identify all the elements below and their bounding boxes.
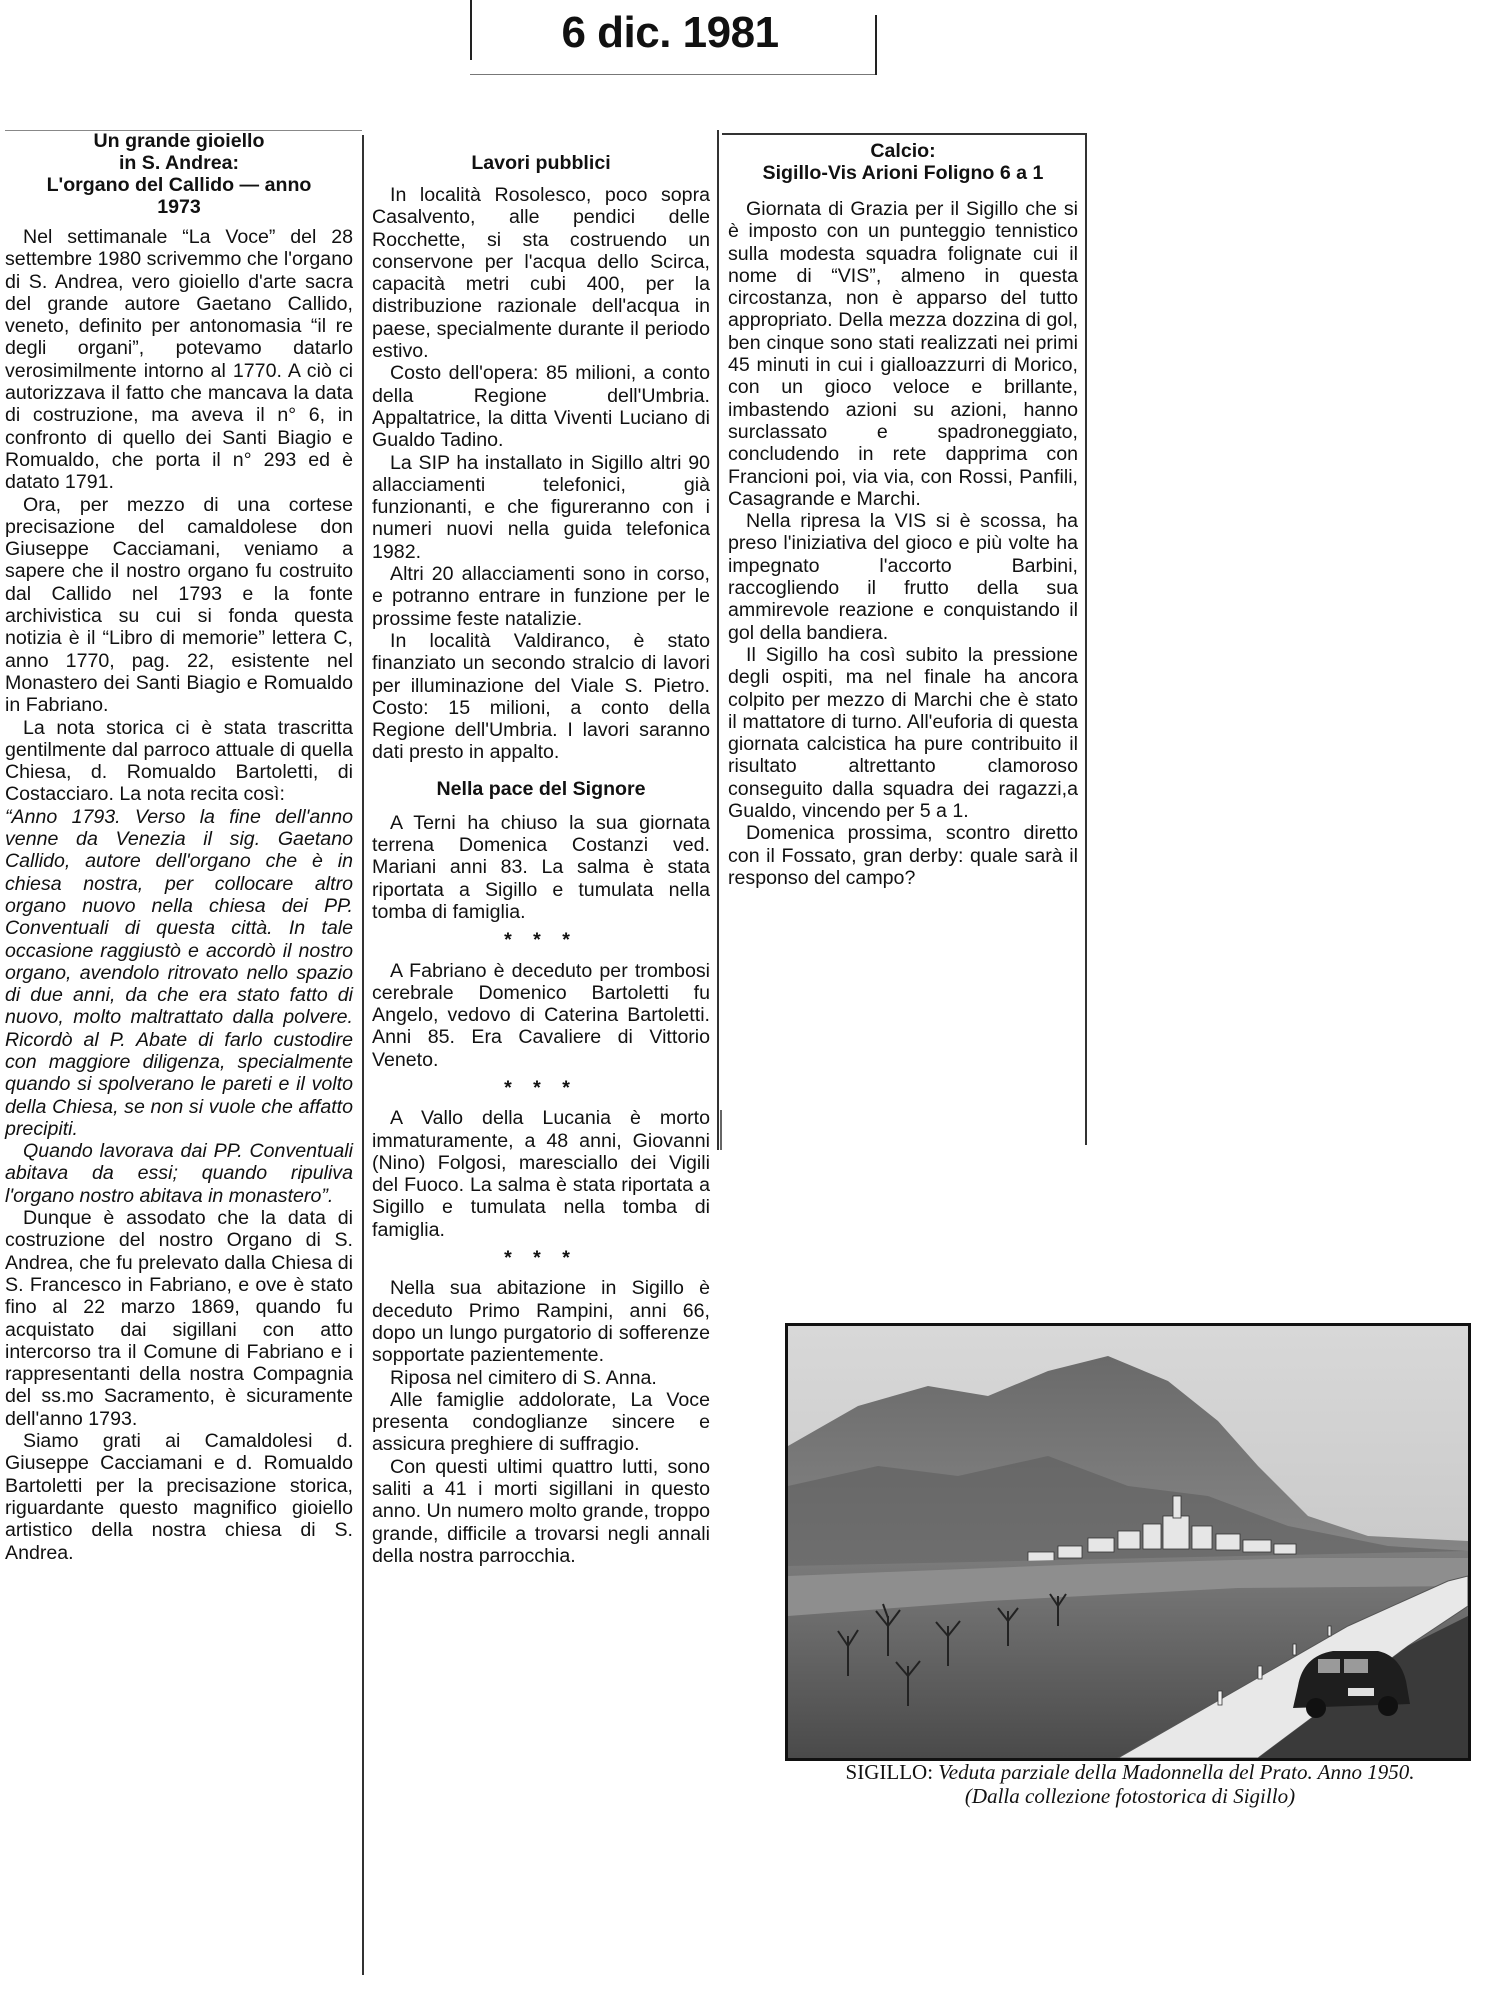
- article-title-line: in S. Andrea:: [118, 152, 240, 174]
- article-title-line: Un grande gioiello: [93, 130, 265, 152]
- page-date: 6 dic. 1981: [561, 8, 779, 57]
- header-bottom-rule: [470, 74, 875, 75]
- column-cronaca: [372, 152, 710, 1567]
- article-paragraph: Nella sua abitazione in Sigillo è deceduto Primo Rampini, anni 66, dopo un lungo purgatorio di sofferenze sopportate pazientemente.: [372, 1277, 710, 1367]
- article-paragraph: Riposa nel cimitero di S. Anna.: [390, 1366, 657, 1389]
- article-paragraph: In località Rosolesco, poco sopra Casalvento, alle pendici delle Rocchette, si sta costruendo un conservone per l'acqua dello Scirca, capacità metri cubi 400, per la distribuzione razionale dell'acqua in paese, specialmente durante il periodo estivo.: [372, 184, 710, 363]
- article-paragraph: In località Valdiranco, è stato finanziato un secondo stralcio di lavori per illuminazione del Viale S. Pietro. Costo: 15 milioni, a conto della Regione dell'Umbria. I lavori saranno dati presto in appalto.: [372, 629, 710, 764]
- article-paragraph: La nota storica ci è stata trascritta gentilmente dal parroco attuale di quella Chiesa, d. Romualdo Bartoletti, di Costacciaro. La nota recita così:: [5, 716, 353, 806]
- caption-lead: SIGILLO:: [845, 1760, 934, 1784]
- column-divider-2: [717, 130, 719, 1150]
- photo-landscape-illustration: [788, 1326, 1468, 1758]
- article-title-line: Sigillo-Vis Arioni Foligno 6 a 1: [762, 162, 1044, 184]
- article-title-line: L'organo del Callido — anno: [46, 174, 312, 196]
- caption-text: Veduta parziale della Madonnella del Prato. Anno 1950.: [938, 1760, 1415, 1784]
- historic-photo: [785, 1323, 1471, 1761]
- quoted-paragraph: “Anno 1793. Verso la fine dell'anno venne da Venezia il sig. Gaetano Callido, autore dell'organo che è in chiesa nostra, per collocare altro organo nuovo nella chiesa dei PP. Conventuali di questa città. In tale occasione raggiustò e accordò il nostro organo, avendolo ritrovato nello spazio di due anni, da che era stato fatto di nuovo, molto maltrattato dalla polvere. Ricordò al P. Abate di farlo custodire con maggiore diligenza, specialmente quando si spolverano le pareti e il volto della Chiesa, se non si vuole che affatto precipiti.: [5, 805, 353, 1140]
- article-necrologi-title: Nella pace del Signore: [436, 777, 646, 800]
- section-separator: * * *: [504, 929, 578, 952]
- article-paragraph: Costo dell'opera: 85 milioni, a conto della Regione dell'Umbria. Appaltatrice, la ditta Viventi Luciano di Gualdo Tadino.: [372, 362, 710, 452]
- header-right-rule: [875, 15, 877, 75]
- article-title-line: Calcio:: [870, 140, 936, 162]
- photo-caption: [780, 1760, 1480, 1808]
- column-divider-1: [362, 135, 364, 1975]
- article-paragraph: Nel settimanale “La Voce” del 28 settembre 1980 scrivemmo che l'organo di S. Andrea, vero gioiello d'arte sacra del grande autore Gaetano Callido, veneto, definito per antonomasia “il re degli organi”, potevamo datarlo verosimilmente intorno al 1770. A ciò ci autorizzava il fatto che mancava la data di costruzione, ma aveva il n° 6, in confronto di quello dei Santi Biagio e Romualdo, che porta il n° 293 ed è datato 1791.: [5, 226, 353, 494]
- column-calcio: [728, 140, 1078, 889]
- column-organo: [5, 130, 353, 1564]
- article-lavori-title: Lavori pubblici: [471, 152, 611, 174]
- column-divider-2-lower: [720, 1110, 722, 1150]
- article-paragraph: Altri 20 allacciamenti sono in corso, e potranno entrare in funzione per le prossime feste natalizie.: [372, 563, 710, 630]
- quoted-paragraph: Quando lavorava dai PP. Conventuali abitava da essi; quando ripuliva l'organo nostro abitava in monastero”.: [5, 1140, 353, 1207]
- article-organo-title: [5, 130, 353, 218]
- article-calcio-title: [728, 140, 1078, 184]
- col3-top-rule: [722, 133, 1087, 135]
- column-divider-3: [1085, 135, 1087, 1145]
- article-paragraph: Alle famiglie addolorate, La Voce presenta condoglianze sincere e assicura preghiere di suffragio.: [372, 1388, 710, 1456]
- section-separator: * * *: [504, 1076, 578, 1099]
- article-paragraph: Ora, per mezzo di una cortese precisazione del camaldolese don Giuseppe Cacciamani, veniamo a sapere che il nostro organo fu costruito dal Callido nel 1793 e la fonte archivistica su cui si fonda questa notizia è il “Libro di memorie” lettera C, anno 1770, pag. 22, esistente nel Monastero dei Santi Biagio e Romualdo in Fabriano.: [5, 493, 353, 717]
- article-title-line: 1973: [157, 196, 201, 218]
- article-paragraph: Con questi ultimi quattro lutti, sono saliti a 41 i morti sigillani in questo anno. Un numero molto grande, troppo grande, difficile a trovarsi negli annali della nostra parrocchia.: [372, 1455, 710, 1567]
- article-paragraph: Siamo grati ai Camaldolesi d. Giuseppe Cacciamani e d. Romualdo Bartoletti per la precisazione storica, riguardante questo magnifico gioiello artistico della nostra chiesa di S. Andrea.: [5, 1430, 353, 1564]
- article-paragraph: A Vallo della Lucania è morto immaturamente, a 48 anni, Giovanni (Nino) Folgosi, maresciallo dei Vigili del Fuoco. La salma è stata riportata a Sigillo e tumulata nella tomba di famiglia.: [372, 1107, 710, 1241]
- caption-line-1: [780, 1760, 1480, 1784]
- article-paragraph: Domenica prossima, scontro diretto con il Fossato, gran derby: quale sarà il responso del campo?: [728, 822, 1078, 889]
- article-paragraph: Giornata di Grazia per il Sigillo che si è imposto con un punteggio tennistico sulla modesta squadra folignate cui il nome di “VIS”, almeno in questa circostanza, non è apparso del tutto appropriato. Della mezza dozzina di gol, ben cinque sono stati realizzati nei primi 45 minuti in cui i gialloazzurri di Morico, con un gioco veloce e brillante, imbastendo azioni su azioni, hanno surclassato e spadroneggiato, concludendo in rete dapprima con Francioni poi, via via, con Rossi, Panfili, Casagrande e Marchi.: [728, 198, 1078, 510]
- article-paragraph: La SIP ha installato in Sigillo altri 90 allacciamenti telefonici, già funzionanti, e che figureranno con i numeri nuovi nella guida telefonica 1982.: [372, 451, 710, 563]
- article-paragraph: A Terni ha chiuso la sua giornata terrena Domenica Costanzi ved. Mariani anni 83. La salma è stata riportata a Sigillo e tumulata nella tomba di famiglia.: [372, 811, 710, 923]
- article-paragraph: Nella ripresa la VIS si è scossa, ha preso l'iniziativa del gioco e più volte ha impegnato l'accorto Barbini, raccogliendo il frutto della sua ammirevole reazione e conquistando il gol della bandiera.: [728, 510, 1078, 644]
- article-paragraph: A Fabriano è deceduto per trombosi cerebrale Domenico Bartoletti fu Angelo, vedovo di Caterina Bartoletti. Anni 85. Era Cavaliere di Vittorio Veneto.: [372, 959, 710, 1071]
- caption-line-2: (Dalla collezione fotostorica di Sigillo): [964, 1784, 1296, 1808]
- article-paragraph: Dunque è assodato che la data di costruzione del nostro Organo di S. Andrea, che fu prelevato dalla Chiesa di S. Francesco in Fabriano, e ove è stato fino al 22 marzo 1869, quando fu acquistato dai sigillani con atto intercorso tra il Comune di Fabriano e i rappresentanti della nostra Compagnia del ss.mo Sacramento, è sicuramente dell'anno 1793.: [5, 1207, 353, 1430]
- article-paragraph: Il Sigillo ha così subito la pressione degli ospiti, ma nel finale ha ancora colpito per mezzo di Marchi che è stato il mattatore di turno. All'euforia di questa giornata calcistica ha pure contribuito il risultato altrettanto clamoroso conseguito dalla squadra dei ragazzi,a Gualdo, vincendo per 5 a 1.: [728, 643, 1078, 823]
- section-separator: * * *: [504, 1247, 578, 1270]
